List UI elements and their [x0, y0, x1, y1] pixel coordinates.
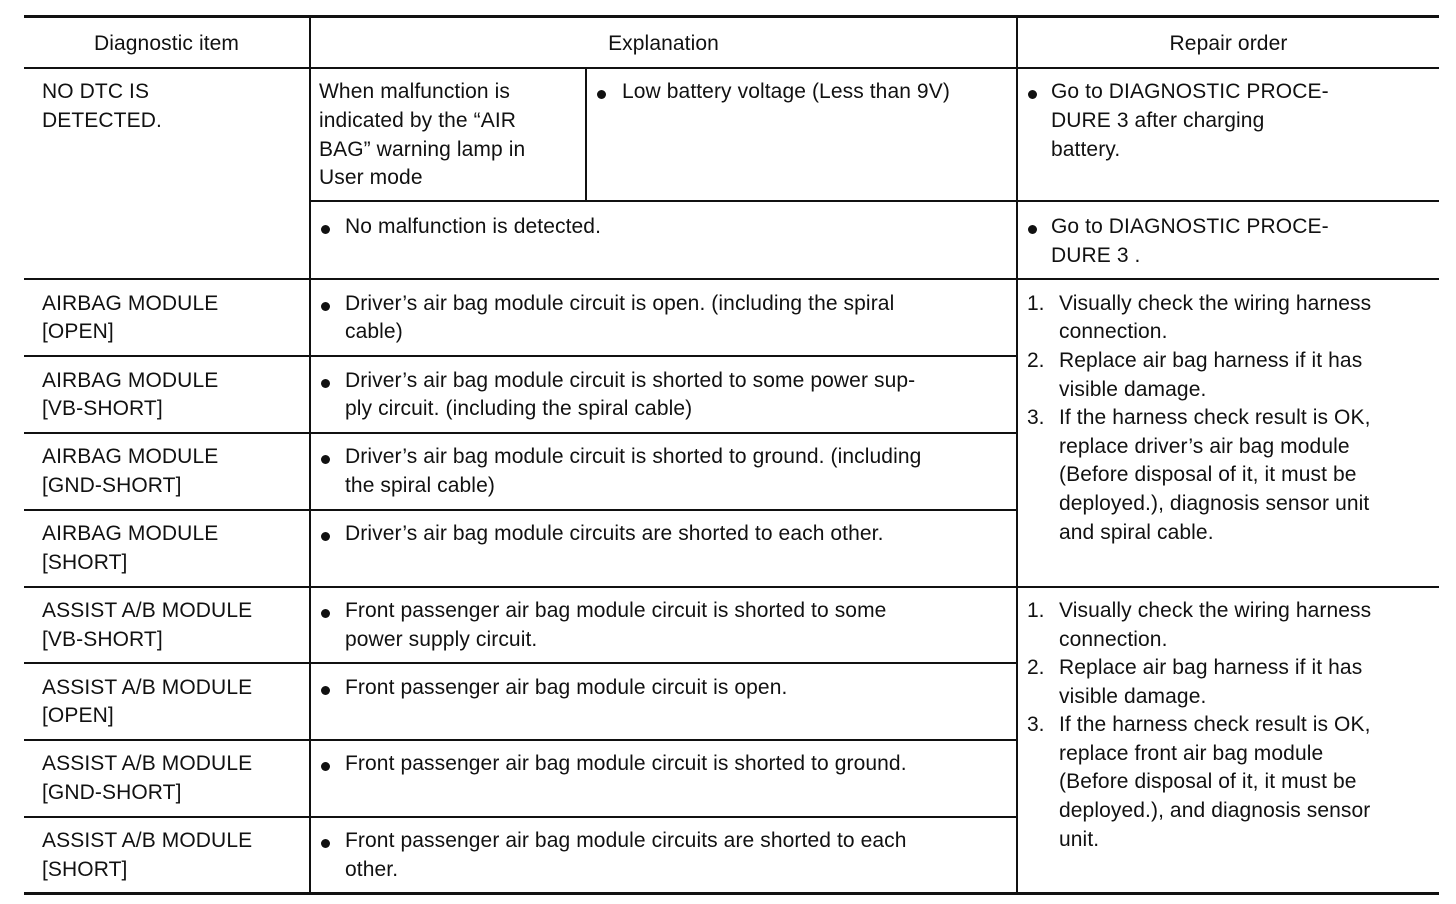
header-explanation: Explanation	[608, 32, 719, 55]
bullet-icon	[321, 762, 330, 771]
header-repair-order: Repair order	[1169, 32, 1288, 55]
row-divider	[24, 355, 1016, 357]
condition-divider	[585, 67, 587, 201]
row-divider	[24, 662, 1016, 664]
table-top-border	[24, 15, 1439, 18]
row-divider	[24, 278, 1439, 280]
bullet-icon	[321, 609, 330, 618]
bullet-icon	[321, 839, 330, 848]
bullet-icon	[597, 90, 606, 99]
row-divider	[24, 816, 1016, 818]
row-divider	[24, 739, 1016, 741]
bullet-icon	[321, 225, 330, 234]
header-diagnostic-item: Diagnostic item	[93, 32, 240, 55]
bullet-icon	[321, 379, 330, 388]
bullet-icon	[321, 686, 330, 695]
no-dtc-inner-divider-2	[310, 200, 1439, 202]
bullet-icon	[321, 455, 330, 464]
bullet-icon	[321, 302, 330, 311]
row-divider	[24, 432, 1016, 434]
bullet-icon	[1028, 225, 1037, 234]
table-bottom-border	[24, 892, 1439, 895]
row-divider	[24, 586, 1439, 588]
column-divider-2	[1016, 15, 1018, 894]
bullet-icon	[1028, 90, 1037, 99]
row-divider	[24, 509, 1016, 511]
header-bottom-border	[24, 67, 1439, 69]
diagnostic-table: Diagnostic item Explanation Repair order NO DTC IS DETECTED. When malfunction is indicated by the “AIR BAG” warning lamp in User mode Low battery voltage (Less than 9V) Go to DIAGNOSTIC PROCE- DURE 3 after charging battery. No malfunction is detected. Go to DIAGNOSTIC PROCE- DURE 3 . AIRBAG MODULE [OPEN] Driver’s air bag module circuit is open. (including the spiral cable) AIRBAG MODULE [VB-SHORT] Driver’s air bag module circuit is shorted to some power sup- ply circuit. (including the spiral cable) AIRBAG MODULE [GND-SHORT] Driver’s air bag module circuit is shorted to ground. (including the spiral cable) AIRBAG MODULE [SHORT] Driver’s air bag module circuits are shorted to each other. 1. Visually check the wiring harness connection. 2. Replace air bag harness if it has visible damage. 3. If the harness check result is OK, replace driver’s air bag module (Before disposal of it, it must be deployed.), diagnosis sensor unit and spiral cable. ASSIST A/B MODULE [VB-SHORT] Front passenger air bag module circuit is shorted to some power supply circuit. ASSIST A/B MODULE [OPEN] Front passenger air bag module circuit is open. ASSIST A/B MODULE [GND-SHORT] Front passenger air bag module circuit is shorted to ground. ASSIST A/B MODULE [SHORT] Front passenger air bag module circuits are shorted to each other. 1. Visually check the wiring harness connection. 2. Replace air bag harness if it has visible damage. 3. If the harness check result is OK, replace front air bag module (Before disposal of it, it must be deployed.), and diagnosis sensor unit.	[0, 0, 1456, 904]
bullet-icon	[321, 532, 330, 541]
column-divider-1	[309, 15, 311, 894]
